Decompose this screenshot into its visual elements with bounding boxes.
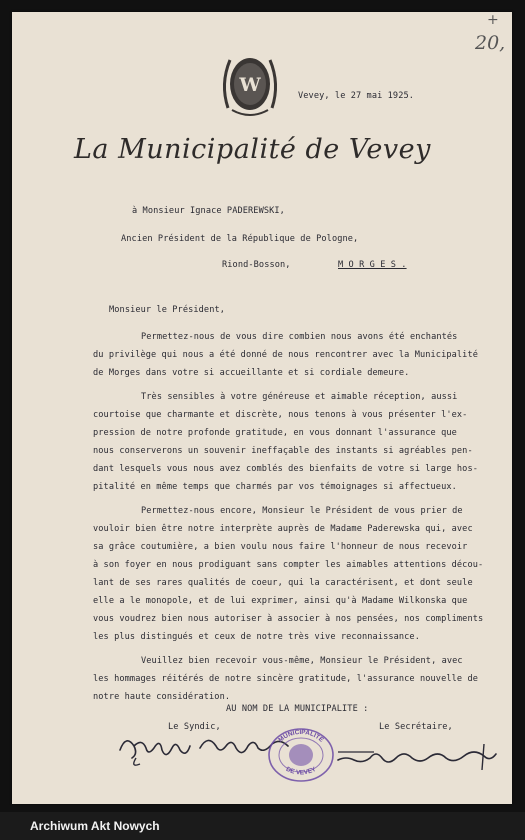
body-line: pression de notre profonde gratitude, en vous donnant l'assurance que xyxy=(93,428,457,438)
pencil-mark-top: + xyxy=(487,12,499,28)
letter-page xyxy=(12,12,512,804)
syndic-role: Le Syndic, xyxy=(168,722,221,732)
secretary-role: Le Secrétaire, xyxy=(379,722,453,732)
body-line: à son foyer en nous prodiguant sans compter les aimables attentions décou- xyxy=(93,560,484,570)
body-line: nous conserverons un souvenir ineffaçable des instants si agréables pen- xyxy=(93,446,473,456)
body-line: lant de ses rares qualités de coeur, qui la caractérisent, et dont seule xyxy=(93,578,473,588)
body-line: sa grâce coutumière, a bien voulu nous faire l'honneur de nous recevoir xyxy=(93,542,468,552)
closing-heading: AU NOM DE LA MUNICIPALITE : xyxy=(226,704,369,714)
letterhead-title: La Municipalité de Vevey xyxy=(74,134,431,165)
recipient-place: Riond-Bosson, xyxy=(222,260,291,270)
body-line: Très sensibles à votre généreuse et aimable réception, aussi xyxy=(141,392,458,402)
archive-footer xyxy=(0,812,525,840)
svg-text:MUNICIPALITÉ: MUNICIPALITÉ xyxy=(277,728,325,744)
body-line: notre haute considération. xyxy=(93,692,231,702)
secretary-signature xyxy=(334,734,504,774)
body-line: les plus distingués et ceux de notre très vive reconnaissance. xyxy=(93,632,420,642)
municipal-stamp xyxy=(266,726,336,782)
body-line: pitalité en même temps que charmés par vos témoignages si affectueux. xyxy=(93,482,457,492)
recipient-line-1: à Monsieur Ignace PADEREWSKI, xyxy=(132,206,285,216)
body-line: Veuillez bien recevoir vous-même, Monsieur le Président, avec xyxy=(141,656,463,666)
place-date: Vevey, le 27 mai 1925. xyxy=(298,91,415,101)
salutation: Monsieur le Président, xyxy=(109,305,226,315)
vevey-crest-emblem xyxy=(218,50,282,122)
svg-text:W: W xyxy=(239,74,261,96)
body-line: elle a le monopole, et de lui exprimer, ainsi qu'à Madame Wilkonska que xyxy=(93,596,468,606)
body-line: courtoise que charmante et discrète, nous tenons à vous présenter l'ex- xyxy=(93,410,468,420)
body-line: Permettez-nous encore, Monsieur le Président de vous prier de xyxy=(141,506,463,516)
body-line: dant lesquels vous nous avez comblés des bienfaits de votre si large hos- xyxy=(93,464,478,474)
recipient-city: M O R G E S . xyxy=(338,260,407,270)
recipient-line-2: Ancien Président de la République de Pologne, xyxy=(121,234,359,244)
body-line: du privilège qui nous a été donné de nous rencontrer avec la Municipalité xyxy=(93,350,478,360)
svg-text:DE VEVEY: DE VEVEY xyxy=(284,765,318,777)
pencil-page-number: 20, xyxy=(475,32,506,54)
body-line: vouloir bien être notre interprète auprès de Madame Paderewska qui, avec xyxy=(93,524,473,534)
body-line: de Morges dans votre si accueillante et si cordiale demeure. xyxy=(93,368,410,378)
archive-label: Archiwum Akt Nowych xyxy=(30,819,160,833)
body-line: Permettez-nous de vous dire combien nous avons été enchantés xyxy=(141,332,458,342)
body-line: les hommages réitérés de notre sincère gratitude, l'assurance nouvelle de xyxy=(93,674,478,684)
body-line: vous voudrez bien nous autoriser à associer à nos pensées, nos compliments xyxy=(93,614,484,624)
